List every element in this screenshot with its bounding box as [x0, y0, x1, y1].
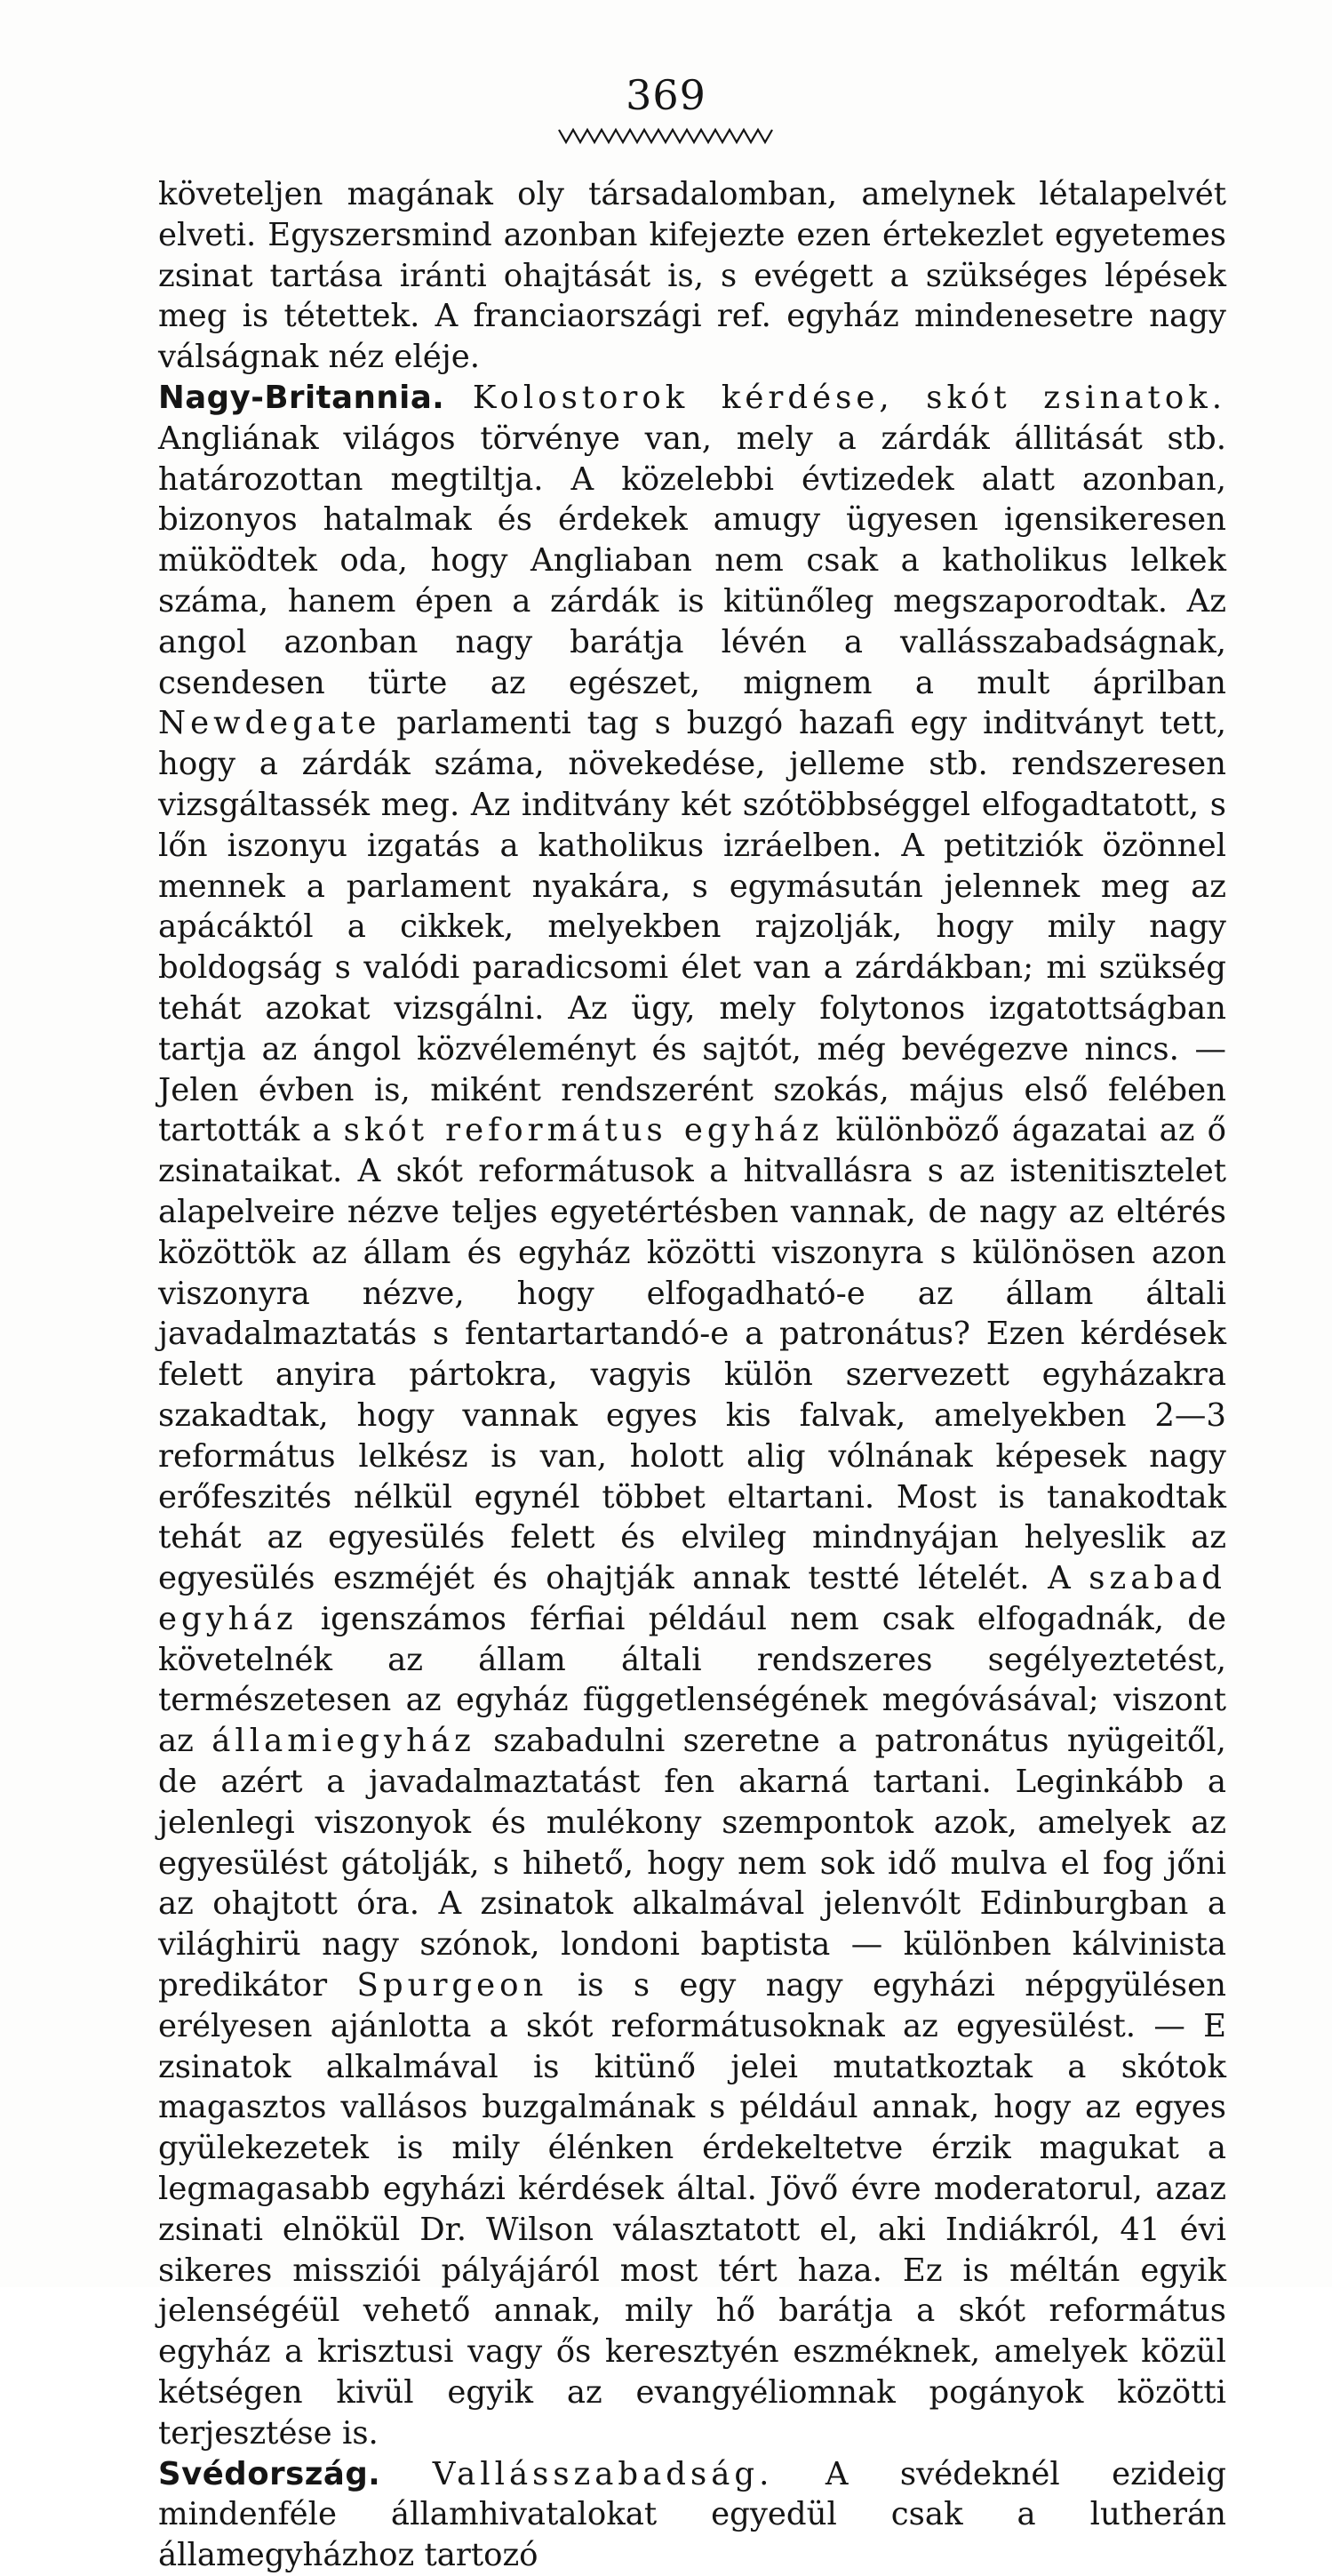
spaced-emphasis: Kolostorok kérdése, skót zsinatok. [472, 379, 1226, 416]
section-heading-sweden: Svédország. [158, 2455, 381, 2492]
paragraph-france [158, 174, 1226, 378]
section-heading-great-britain: Nagy-Britannia. [158, 379, 445, 416]
spaced-emphasis: államiegyház [211, 1723, 475, 1760]
paragraph-text: is s egy nagy egyházi népgyülésen erélyesen ajánlotta a skót reformátusoknak az egyesülést. — E zsinatok alkalmával is kitünő jelei mutatkoztak a skótok magasztos vallásos buzgalmának s például annak, hogy az egyes gyülekezetek is mily élénken érdekeltetve érzik magukat a legmagasabb egyházi kérdések által. Jövő évre moderatorul, azaz zsinati elnökül Dr. Wilson választatott el, aki Indiákról, 41 évi sikeres missziói pályájáról most tért haza. Ez is méltán egyik jelenségéül vehető annak, mily hő barátja a skót református egyház a krisztusi vagy ős keresztyén eszméknek, amelyek közül kétségen kivül egyik az evangyéliomnak pogányok közötti terjesztése is. [158, 1967, 1226, 2452]
paragraph-text: szabadulni szeretne a patronátus nyügeitől, de azért a javadalmaztatást fen akarná tartani. Leginkább a jelenlegi viszonyok és mulékony szempontok azok, amelyek az egyesülést gátolják, s hihető, hogy nem sok idő mulva el fog jőni az ohajtott óra. A zsinatok alkalmával jelenvólt Edinburgban a világhirü nagy szónok, londoni baptista — különben kálvinista predikátor [158, 1723, 1226, 2004]
paragraph-text: parlamenti tag s buzgó hazafi egy inditványt tett, hogy a zárdák száma, növekedése, jelleme stb. rendszeresen vizsgáltassék meg. Az inditvány két szótöbbséggel elfogadtatott, s lőn iszonyu izgatás a katholikus izráelben. A petitziók özönnel mennek a parlament nyakára, s egymásután jelennek meg az apácáktól a cikkek, melyekben rajzolják, hogy mily nagy boldogság s valódi paradicsomi élet van a zárdákban; mi szükség tehát azokat vizsgálni. Az ügy, mely folytonos izgatottságban tartja az ángol közvéleményt és sajtót, még bevégezve nincs. — Jelen évben is, miként rendszerént szokás, május első felében tartották a [158, 705, 1226, 1149]
spaced-emphasis: szabad egyház [158, 1560, 1226, 1637]
spaced-emphasis: Vallásszabadság. [432, 2455, 774, 2492]
paragraph-great-britain [158, 378, 1226, 2454]
spaced-emphasis: skót református egyház [343, 1112, 824, 1149]
paragraph-text: követeljen magának oly társadalomban, amelynek létalapelvét elveti. Egyszersmind azonban kifejezte ezen értekezlet egyetemes zsinat tartása iránti ohajtását is, s evégett a szükséges lépések meg is tétettek. A franciaországi ref. egyház mindenesetre nagy válságnak néz eléje. [158, 176, 1226, 376]
spaced-name-spurgeon: Spurgeon [356, 1967, 548, 2004]
paragraph-text: különböző ágazatai az ő zsinataikat. A skót reformátusok a hitvallásra s az istenitisztelet alapelveire nézve teljes egyetértésben vannak, de nagy az eltérés közöttök az állam és egyház közötti viszonyra s különösen azon viszonyra nézve, hogy elfogadható-e az állam általi javadalmaztatás s fentartartandó-e a patronátus? Ezen kérdések felett anyira pártokra, vagyis külön szervezett egyházakra szakadtak, hogy vannak egyes kis falvak, amelyekben 2—3 református lelkész is van, holott alig vólnának képesek nagy erőfeszités nélkül egynél többet eltartani. Most is tanakodtak tehát az egyesülés felett és elvileg mindnyájan helyeslik az egyesülés eszméjét és ohajtják annak testté lételét. A [158, 1112, 1226, 1597]
paragraph-text: igenszámos férfiai például nem csak elfogadnák, de követelnék az állam általi rendszeres segélyeztetést, természetesen az egyház függetlenségének megóvásával; viszont az [158, 1600, 1226, 1760]
paragraph-text: A svédeknél ezideig mindenféle államhivatalokat egyedül csak a lutherán államegyházhoz tartozó [158, 2455, 1226, 2574]
page-number: 369 [626, 71, 706, 119]
spaced-name-newdegate: Newdegate [158, 705, 381, 742]
body-text [158, 174, 1226, 2576]
wavy-ornament-icon [557, 124, 775, 149]
paragraph-sweden [158, 2454, 1226, 2576]
paragraph-text: Angliának világos törvénye van, mely a zárdák állitását stb. határozottan megtiltja. A közelebbi évtizedek alatt azonban, bizonyos hatalmak és érdekek amugy ügyesen igensikeresen müködtek oda, hogy Angliaban nem csak a katholikus lelkek száma, hanem épen a zárdák is kitünőleg megszaporodtak. Az angol azonban nagy barátja lévén a vallásszabadságnak, csendesen türte az egészet, mignem a mult áprilban [158, 420, 1226, 701]
